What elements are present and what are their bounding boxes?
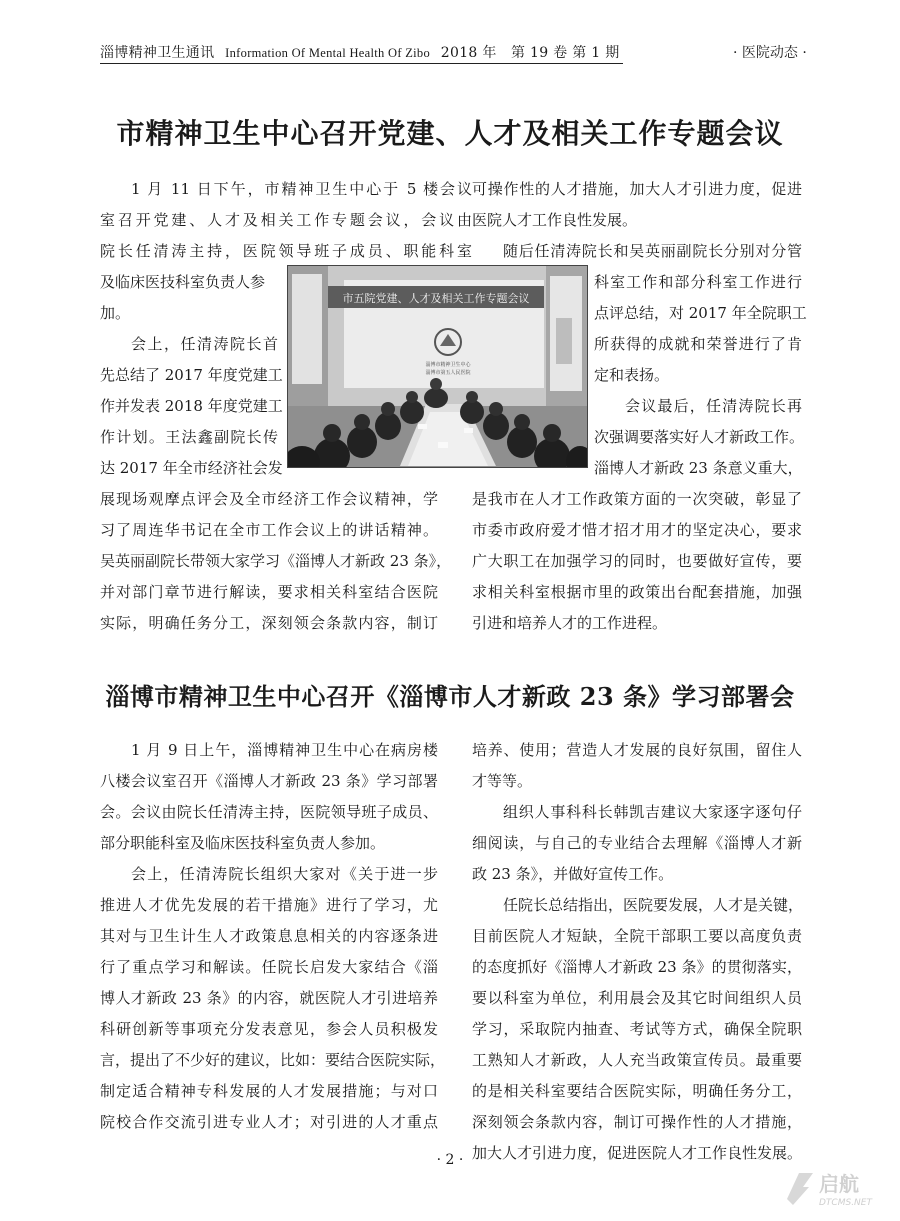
article1-right-line: 所获得的成就和荣誉进行了肯	[594, 335, 802, 353]
meeting-photo-graphic	[288, 266, 587, 467]
article1-left-line: 实际，明确任务分工，深刻领会条款内容，制订	[100, 614, 438, 632]
journal-header	[100, 42, 620, 62]
article2-right-line: 才等等。	[472, 772, 533, 790]
article1-right-line: 科室工作和部分科室工作进行	[594, 273, 802, 291]
article2-title: 淄博市精神卫生中心召开《淄博市人才新政 23 条》学习部署会	[105, 682, 795, 711]
article1-right-line: 广大职工在加强学习的同时，也要做好宣传，要	[472, 552, 802, 570]
article1-left-line: 习了周连华书记在全市工作会议上的讲话精神。	[100, 521, 438, 539]
article2-left-line: 博人才新政 23 条》的内容，就医院人才引进培养	[100, 989, 438, 1007]
article1-left-line: 展现场观摩点评会及全市经济工作会议精神，学	[100, 490, 438, 508]
article1-left-line: 1 月 11 日下午，市精神卫生中心于 5 楼会议	[131, 180, 472, 198]
issue-info: 2018 年 第 19 卷 第 1 期	[440, 45, 620, 61]
article1-left-line: 并对部门章节进行解读，要求相关科室结合医院	[100, 583, 438, 601]
article2-left-line: 部分职能科室及临床医技科室负责人参加。	[100, 834, 386, 852]
article1-right-line: 医院人才工作良性发展。	[472, 211, 638, 229]
article1-right-line: 求相关科室根据市里的政策出台配套措施，加强	[472, 583, 802, 601]
article2-left-line: 制定适合精神专科发展的人才发展措施；与对口	[100, 1082, 438, 1100]
article1-left-line: 院长任清涛主持，医院领导班子成员、职能科室	[100, 242, 472, 260]
article2-left-line: 行了重点学习和解读。任院长启发大家结合《淄	[100, 958, 438, 976]
article1-left-line: 作计划。王法鑫副院长传	[100, 428, 278, 446]
article2-right-line: 政 23 条》，并做好宣传工作。	[472, 865, 674, 883]
article1-right-line: 随后任清涛院长和吴英丽副院长分别对分管	[503, 242, 802, 260]
article1-right-line: 市委市政府爱才惜才招才用才的坚定决心，要求	[472, 521, 802, 539]
article2-right-line: 培养、使用；营造人才发展的良好氛围，留住人	[472, 741, 802, 759]
article1-title: 市精神卫生中心召开党建、人才及相关工作专题会议	[116, 117, 784, 150]
article1-left-line: 先总结了 2017 年度党建工	[100, 366, 283, 384]
article1-left-line: 达 2017 年全市经济社会发	[100, 459, 283, 477]
article2-left-line: 1 月 9 日上午，淄博精神卫生中心在病房楼	[131, 741, 438, 759]
watermark-logo-icon	[779, 1165, 889, 1211]
article2-right-line: 工熟知人才新政，人人充当政策宣传员。最重要	[472, 1051, 802, 1069]
article1-left-line: 加。	[100, 304, 131, 322]
photo-wall-text-2: 淄博市第五人民医院	[425, 370, 471, 376]
section-label: · 医院动态 ·	[733, 45, 807, 61]
article1-left-line: 作并发表 2018 年度党建工	[100, 397, 283, 415]
article2-right-line: 目前医院人才短缺，全院干部职工要以高度负责	[472, 927, 802, 945]
article1-right-line: 可操作性的人才措施，加大人才引进力度，促进	[472, 180, 802, 198]
article2-right-line: 深刻领会条款内容，制订可操作性的人才措施，	[472, 1113, 802, 1131]
article2-left-line: 会上，任清涛院长组织大家对《关于进一步	[131, 865, 438, 883]
header-rule	[100, 63, 623, 64]
article2-left-line: 会。会议由院长任清涛主持，医院领导班子成员、	[100, 803, 438, 821]
article2-left-line: 言，提出了不少好的建议，比如：要结合医院实际，	[100, 1051, 446, 1069]
journal-name-cn: 淄博精神卫生通讯	[100, 45, 215, 61]
article1-left-line: 会上，任清涛院长首	[131, 335, 278, 353]
article2-left-line: 院校合作交流引进专业人才；对引进的人才重点	[100, 1113, 438, 1131]
article1-left-line: 室召开党建、人才及相关工作专题会议，会议由	[100, 211, 472, 229]
article2-left-line: 科研创新等事项充分发表意见，参会人员积极发	[100, 1020, 438, 1038]
article2-right-line: 组织人事科科长韩凯吉建议大家逐字逐句仔	[503, 803, 802, 821]
article1-right-line: 是我市在人才工作政策方面的一次突破，彰显了	[472, 490, 802, 508]
article1-left-line: 吴英丽副院长带领大家学习《淄博人才新政 23 条》，	[100, 552, 452, 570]
article2-left-line: 八楼会议室召开《淄博人才新政 23 条》学习部署	[100, 772, 438, 790]
article1-left-line: 及临床医技科室负责人参	[100, 273, 266, 291]
article1-right-line: 定和表扬。	[594, 366, 670, 384]
journal-name-en: Information Of Mental Health Of Zibo	[225, 46, 431, 60]
page-number: · 2 ·	[436, 1152, 464, 1168]
article1-right-line: 会议最后，任清涛院长再	[625, 397, 802, 415]
meeting-photo	[287, 265, 588, 468]
article2-right-line: 要以科室为单位，利用晨会及其它时间组织人员	[472, 989, 802, 1007]
watermark-brand: 启航	[819, 1172, 859, 1196]
article2-right-line: 加大人才引进力度，促进医院人才工作良性发展。	[472, 1144, 803, 1162]
article2-right-line: 细阅读，与自己的专业结合去理解《淄博人才新	[472, 834, 802, 852]
article2-left-line: 其对与卫生计生人才政策息息相关的内容逐条进	[100, 927, 438, 945]
article2-right-line: 的是相关科室要结合医院实际，明确任务分工，	[472, 1082, 802, 1100]
article2-right-line: 任院长总结指出，医院要发展，人才是关键，	[503, 896, 804, 914]
photo-wall-text-1: 淄博市精神卫生中心	[425, 362, 471, 368]
article2-left-line: 推进人才优先发展的若干措施》进行了学习，尤	[100, 896, 438, 914]
article1-right-line: 引进和培养人才的工作进程。	[472, 614, 668, 632]
article1-right-line: 点评总结，对 2017 年全院职工	[594, 304, 807, 322]
article1-right-line: 淄博人才新政 23 条意义重大，	[594, 459, 803, 477]
article1-right-line: 次强调要落实好人才新政工作。	[594, 428, 805, 446]
article2-right-line: 的态度抓好《淄博人才新政 23 条》的贯彻落实，	[472, 958, 802, 976]
photo-banner-text: 市五院党建、人才及相关工作专题会议	[342, 292, 530, 305]
site-watermark	[779, 1165, 889, 1211]
watermark-site: DTCMS.NET	[819, 1198, 872, 1208]
article2-right-line: 学习，采取院内抽查、考试等方式，确保全院职	[472, 1020, 802, 1038]
